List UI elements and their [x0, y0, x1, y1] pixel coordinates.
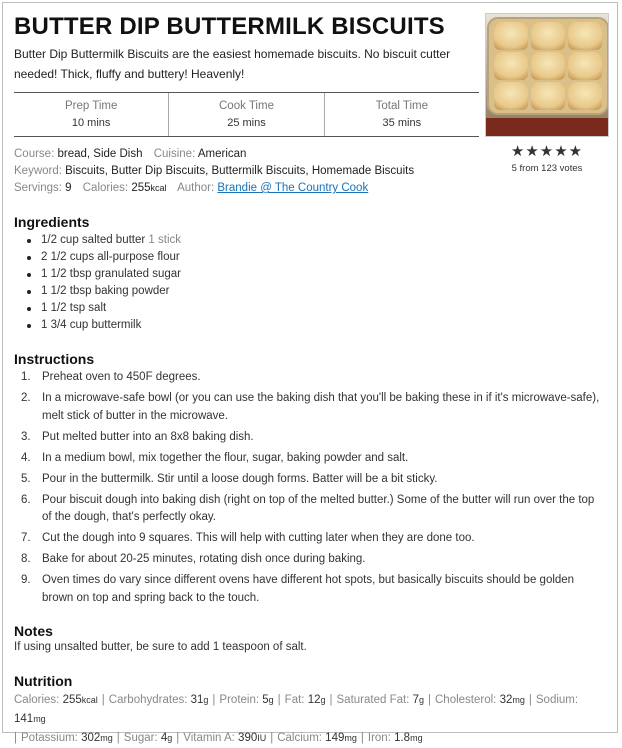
- nutrition-unit: mg: [33, 714, 46, 724]
- step-number: 3.: [21, 430, 31, 443]
- ingredient-item: [24, 232, 181, 249]
- instruction-step: [17, 471, 607, 489]
- nutrition-value: 31: [190, 694, 204, 706]
- nutrition-facts: Calories: 255kcal | Carbohydrates: 31g | Protein: 5g | Fat: 12g | Saturated Fat: 7g | Cholesterol: 32mg | Sodium: 141mg | Potassium: 302mg | Sugar: 4g | Vitamin A: 390IU | Calcium: 149mg | Iron: 1.8mg: [14, 694, 579, 744]
- nutrition-value: 12: [307, 694, 321, 706]
- step-text: Preheat oven to 450F degrees.: [42, 371, 201, 383]
- total-time-value: 35 mins: [382, 117, 422, 129]
- calories-label: Calories:: [82, 182, 129, 194]
- instructions-list: [17, 369, 607, 611]
- author-label: Author:: [177, 182, 215, 194]
- nutrition-item-cholesterol: [435, 694, 525, 706]
- nutrition-heading: Nutrition: [14, 673, 73, 689]
- step-text: Pour in the buttermilk. Stir until a loose dough forms. Batter will be a bit sticky.: [42, 472, 438, 485]
- nutrition-value: 149: [325, 732, 345, 744]
- nutrition-label: Sodium:: [535, 694, 579, 706]
- step-number: 9.: [21, 574, 31, 586]
- nutrition-value: 1.8: [394, 732, 411, 744]
- nutrition-label: Iron:: [367, 732, 395, 744]
- meta-row-keyword: [14, 163, 484, 180]
- nutrition-value: 255: [62, 694, 82, 706]
- ingredient-text: 1 3/4 cup buttermilk: [41, 319, 142, 331]
- nutrition-unit: IU: [257, 733, 267, 743]
- total-time: [324, 93, 479, 136]
- ingredient-item: [24, 249, 181, 266]
- nutrition-label: Saturated Fat:: [336, 694, 413, 706]
- ingredient-item: [24, 300, 181, 317]
- servings-label: Servings:: [14, 182, 62, 194]
- nutrition-unit: g: [268, 695, 274, 705]
- step-number: 1.: [21, 371, 31, 383]
- step-number: 5.: [21, 472, 31, 485]
- nutrition-unit: g: [320, 695, 326, 705]
- recipe-meta: [14, 146, 484, 197]
- cook-time: [168, 93, 323, 136]
- nutrition-value: 32: [499, 694, 513, 706]
- notes-heading: Notes: [14, 623, 53, 639]
- nutrition-item-saturated-fat: [337, 694, 425, 706]
- nutrition-unit: g: [167, 733, 173, 743]
- ingredients-heading: Ingredients: [14, 214, 90, 230]
- ingredient-text: 2 1/2 cups all-purpose flour: [41, 251, 180, 263]
- instruction-step: [17, 572, 607, 607]
- recipe-photo: [485, 13, 609, 137]
- step-number: 7.: [21, 532, 31, 544]
- meta-row-servings: [14, 180, 484, 197]
- course-value: bread, Side Dish: [57, 148, 143, 160]
- nutrition-value: 5: [262, 694, 269, 706]
- step-number: 4.: [21, 451, 31, 464]
- prep-time-value: 10 mins: [71, 117, 111, 129]
- ingredients-list: [24, 232, 181, 334]
- total-time-label: Total Time: [375, 100, 429, 112]
- instruction-step: [17, 530, 607, 548]
- nutrition-item-calories: [14, 694, 98, 706]
- ingredient-text: 1/2 cup salted butter: [41, 234, 149, 246]
- instruction-step: [17, 450, 607, 468]
- nutrition-item-carbohydrates: [109, 694, 209, 706]
- prep-time-label: Prep Time: [64, 100, 118, 112]
- course-label: Course:: [14, 148, 55, 160]
- step-text: Put melted butter into an 8x8 baking dish.: [42, 430, 254, 443]
- nutrition-unit: g: [418, 695, 424, 705]
- step-number: 2.: [21, 392, 31, 404]
- servings-value[interactable]: 9: [65, 182, 72, 194]
- instruction-step: [17, 390, 607, 425]
- prep-time: [14, 93, 168, 136]
- nutrition-value: 7: [412, 694, 419, 706]
- cook-time-label: Cook Time: [219, 100, 274, 112]
- step-text: Pour biscuit dough into baking dish (right on top of the melted butter.) Some of the butter will run over the top of the dough, that's perfectly okay.: [42, 493, 595, 523]
- nutrition-label: Calories:: [14, 694, 63, 706]
- instruction-step: [17, 429, 607, 447]
- step-text: In a microwave-safe bowl (or you can use the baking dish that you'll be baking these in if it's microwave-safe), melt stick of butter in the microwave.: [42, 392, 600, 422]
- ingredient-item: [24, 317, 181, 334]
- step-number: 6.: [21, 493, 31, 506]
- step-number: 8.: [21, 553, 31, 565]
- nutrition-unit: kcal: [81, 695, 98, 705]
- nutrition-label: Protein:: [219, 694, 263, 706]
- cook-time-value: 25 mins: [227, 117, 266, 129]
- nutrition-unit: mg: [410, 733, 423, 743]
- keyword-label: Keyword:: [14, 165, 62, 177]
- nutrition-label: Sugar:: [123, 732, 161, 744]
- step-text: In a medium bowl, mix together the flour, sugar, baking powder and salt.: [42, 451, 409, 464]
- step-text: Bake for about 20-25 minutes, rotating dish once during baking.: [42, 553, 366, 565]
- nutrition-label: Potassium:: [21, 732, 82, 744]
- meta-row-course: [14, 146, 484, 163]
- step-text: Oven times do vary since different ovens have different hot spots, but basically biscuits should be golden brown on top and spring back to the touch.: [42, 574, 575, 604]
- nutrition-unit: mg: [100, 733, 113, 743]
- nutrition-item-iron: [368, 732, 423, 744]
- rating-stars[interactable]: ★★★★★: [510, 143, 584, 160]
- cuisine-label: Cuisine:: [153, 148, 196, 160]
- instruction-step: [17, 492, 607, 527]
- time-table: [14, 92, 479, 137]
- nutrition-value: 4: [160, 732, 168, 744]
- instruction-step: [17, 551, 607, 569]
- ingredient-text: 1 1/2 tbsp granulated sugar: [41, 268, 182, 280]
- nutrition-label: Fat:: [284, 694, 308, 706]
- nutrition-item-sugar: [124, 732, 173, 744]
- ingredient-text: 1 1/2 tsp salt: [41, 302, 107, 314]
- recipe-summary: Butter Dip Buttermilk Biscuits are the easiest homemade biscuits. No biscuit cutter needed! Thick, fluffy and buttery! Heavenly!: [14, 47, 451, 81]
- nutrition-label: Calcium:: [277, 732, 326, 744]
- ingredient-item: [24, 283, 181, 300]
- instructions-heading: Instructions: [14, 351, 95, 367]
- nutrition-item-calcium: [277, 732, 357, 744]
- author-link[interactable]: Brandie @ The Country Cook: [217, 182, 369, 194]
- nutrition-label: Vitamin A:: [183, 732, 239, 744]
- recipe-card: [2, 2, 618, 744]
- ingredient-text: 1 1/2 tbsp baking powder: [41, 285, 170, 297]
- nutrition-unit: mg: [344, 733, 357, 743]
- ingredient-note: 1 stick: [148, 234, 181, 246]
- nutrition-label: Cholesterol:: [435, 694, 500, 706]
- nutrition-value: 390: [238, 732, 258, 744]
- nutrition-item-vitamin-a: [183, 732, 266, 744]
- nutrition-value: 141: [14, 713, 34, 725]
- keyword-value: Biscuits, Butter Dip Biscuits, Buttermilk Biscuits, Homemade Biscuits: [65, 165, 415, 177]
- calories-unit: kcal: [150, 183, 167, 193]
- notes-text: If using unsalted butter, be sure to add 1 teaspoon of salt.: [14, 641, 307, 653]
- nutrition-unit: g: [203, 695, 209, 705]
- nutrition-label: Carbohydrates:: [108, 694, 191, 706]
- cuisine-value: American: [197, 148, 247, 160]
- nutrition-value: 302: [81, 732, 101, 744]
- rating-votes: 5 from 123 votes: [511, 163, 583, 174]
- nutrition-unit: mg: [512, 695, 525, 705]
- step-text: Cut the dough into 9 squares. This will help with cutting later when they are done too.: [42, 532, 475, 544]
- nutrition-item-fat: [285, 694, 326, 706]
- recipe-title: BUTTER DIP BUTTERMILK BISCUITS: [14, 13, 445, 40]
- ingredient-item: [24, 266, 181, 283]
- nutrition-item-protein: [219, 694, 273, 706]
- calories-value: 255: [131, 182, 151, 194]
- instruction-step: [17, 369, 607, 387]
- nutrition-item-potassium: [21, 732, 113, 744]
